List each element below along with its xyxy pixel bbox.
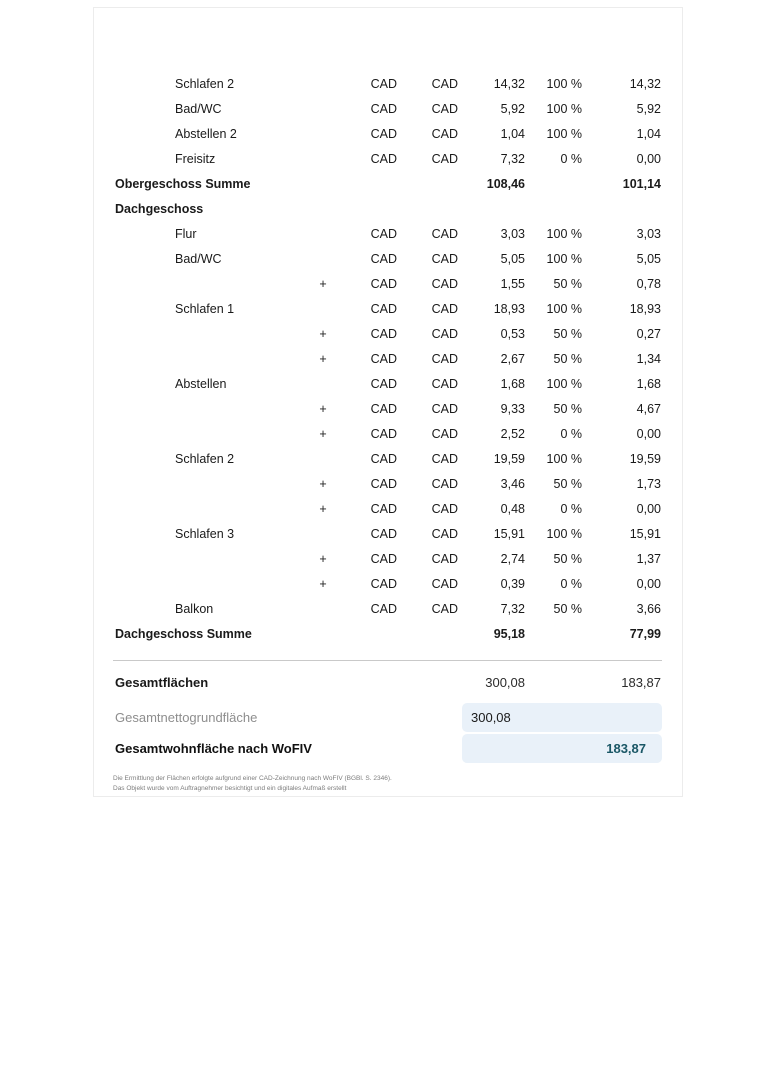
totals-row-nettogrundflaeche: [113, 703, 662, 732]
totals-row-wohnflaeche-wofiv: [113, 734, 662, 763]
cell-plus: +: [319, 576, 327, 591]
cell-pct: 100 %: [546, 301, 582, 316]
cell-result: 14,32: [629, 76, 661, 91]
table-row-room: [113, 146, 662, 171]
cell-src1: CAD: [370, 76, 397, 91]
table-row-sub-area: [113, 321, 662, 346]
cell-area: 2,74: [500, 551, 525, 566]
cell-src1: CAD: [370, 501, 397, 516]
table-row-sub-area: [113, 396, 662, 421]
cell-result: 15,91: [629, 526, 661, 541]
totals-row-gesamtflaechen: [113, 670, 662, 695]
footnote: [113, 774, 662, 794]
cell-result: 1,37: [636, 551, 661, 566]
nettogrundflaeche-value: 300,08: [471, 710, 511, 725]
cell-plus: +: [319, 476, 327, 491]
cell-pct: 50 %: [553, 351, 582, 366]
cell-src1: CAD: [370, 326, 397, 341]
cell-name: Dachgeschoss: [115, 201, 204, 216]
cell-src2: CAD: [431, 601, 458, 616]
cell-area: 2,52: [500, 426, 525, 441]
cell-src1: CAD: [370, 276, 397, 291]
cell-area: 3,46: [500, 476, 525, 491]
cell-src1: CAD: [370, 601, 397, 616]
gesamtflaechen-area: 300,08: [485, 675, 525, 690]
cell-area: 0,48: [500, 501, 525, 516]
cell-area: 0,53: [500, 326, 525, 341]
table-row-room: [113, 371, 662, 396]
cell-pct: 100 %: [546, 251, 582, 266]
cell-pct: 0 %: [560, 576, 582, 591]
table-row-sub-area: [113, 271, 662, 296]
cell-result: 5,92: [636, 101, 661, 116]
cell-src2: CAD: [431, 226, 458, 241]
cell-name: Bad/WC: [175, 251, 222, 266]
cell-name: Abstellen 2: [175, 126, 237, 141]
cell-result: 19,59: [629, 451, 661, 466]
cell-area: 7,32: [500, 601, 525, 616]
table-row-sub-area: [113, 496, 662, 521]
cell-src1: CAD: [370, 376, 397, 391]
cell-result: 1,73: [636, 476, 661, 491]
cell-src2: CAD: [431, 451, 458, 466]
cell-plus: +: [319, 351, 327, 366]
cell-src2: CAD: [431, 401, 458, 416]
area-calculation-table: [113, 71, 662, 646]
table-row-sub-area: [113, 571, 662, 596]
cell-src2: CAD: [431, 376, 458, 391]
cell-name: Dachgeschoss Summe: [115, 626, 252, 641]
cell-name: Flur: [175, 226, 197, 241]
cell-area: 14,32: [493, 76, 525, 91]
cell-name: Balkon: [175, 601, 214, 616]
cell-area: 5,92: [500, 101, 525, 116]
table-row-sub-area: [113, 346, 662, 371]
table-row-room: [113, 446, 662, 471]
cell-pct: 100 %: [546, 226, 582, 241]
cell-pct: 50 %: [553, 276, 582, 291]
cell-result: 3,66: [636, 601, 661, 616]
wohnflaeche-wofiv-value: 183,87: [606, 741, 646, 756]
cell-result: 3,03: [636, 226, 661, 241]
section-sum-row: [113, 621, 662, 646]
cell-name: Obergeschoss Summe: [115, 176, 251, 191]
table-row-room: [113, 221, 662, 246]
cell-result: 1,34: [636, 351, 661, 366]
cell-result: 0,78: [636, 276, 661, 291]
cell-src1: CAD: [370, 476, 397, 491]
cell-plus: +: [319, 426, 327, 441]
cell-src2: CAD: [431, 126, 458, 141]
cell-area: 95,18: [493, 626, 525, 641]
cell-name: Freisitz: [175, 151, 216, 166]
cell-pct: 50 %: [553, 476, 582, 491]
cell-src2: CAD: [431, 326, 458, 341]
cell-name: Abstellen: [175, 376, 227, 391]
cell-src2: CAD: [431, 76, 458, 91]
gesamtflaechen-result: 183,87: [621, 675, 661, 690]
cell-src1: CAD: [370, 451, 397, 466]
cell-result: 1,04: [636, 126, 661, 141]
table-row-room: [113, 96, 662, 121]
table-row-sub-area: [113, 421, 662, 446]
cell-area: 2,67: [500, 351, 525, 366]
table-row-room: [113, 296, 662, 321]
cell-area: 18,93: [493, 301, 525, 316]
cell-area: 108,46: [486, 176, 525, 191]
cell-name: Schlafen 2: [175, 451, 235, 466]
cell-src1: CAD: [370, 551, 397, 566]
cell-src1: CAD: [370, 576, 397, 591]
cell-name: Schlafen 3: [175, 526, 235, 541]
gesamtflaechen-label: Gesamtflächen: [115, 675, 209, 690]
cell-src2: CAD: [431, 501, 458, 516]
cell-result: 0,00: [636, 501, 661, 516]
cell-src2: CAD: [431, 251, 458, 266]
cell-src1: CAD: [370, 351, 397, 366]
cell-plus: +: [319, 276, 327, 291]
cell-area: 1,55: [500, 276, 525, 291]
cell-src2: CAD: [431, 151, 458, 166]
cell-src2: CAD: [431, 476, 458, 491]
cell-name: Schlafen 1: [175, 301, 235, 316]
cell-plus: +: [319, 401, 327, 416]
cell-src2: CAD: [431, 351, 458, 366]
cell-src1: CAD: [370, 251, 397, 266]
cell-pct: 0 %: [560, 151, 582, 166]
cell-src1: CAD: [370, 151, 397, 166]
table-row-room: [113, 521, 662, 546]
cell-area: 15,91: [493, 526, 525, 541]
cell-area: 1,68: [500, 376, 525, 391]
cell-src2: CAD: [431, 526, 458, 541]
cell-pct: 50 %: [553, 401, 582, 416]
document-page: [94, 8, 682, 796]
cell-src2: CAD: [431, 101, 458, 116]
section-header-row: [113, 196, 662, 221]
table-row-room: [113, 596, 662, 621]
table-row-sub-area: [113, 546, 662, 571]
cell-src2: CAD: [431, 276, 458, 291]
cell-result: 1,68: [636, 376, 661, 391]
cell-result: 5,05: [636, 251, 661, 266]
nettogrundflaeche-label: Gesamtnettogrundfläche: [115, 710, 258, 725]
cell-src1: CAD: [370, 126, 397, 141]
cell-src1: CAD: [370, 526, 397, 541]
totals-divider: [113, 660, 662, 661]
cell-src1: CAD: [370, 401, 397, 416]
cell-pct: 100 %: [546, 451, 582, 466]
table-row-room: [113, 121, 662, 146]
cell-src1: CAD: [370, 301, 397, 316]
cell-area: 5,05: [500, 251, 525, 266]
cell-pct: 100 %: [546, 126, 582, 141]
cell-pct: 0 %: [560, 501, 582, 516]
cell-pct: 50 %: [553, 326, 582, 341]
cell-name: Schlafen 2: [175, 76, 235, 91]
cell-area: 0,39: [500, 576, 525, 591]
cell-result: 0,00: [636, 576, 661, 591]
cell-result: 77,99: [629, 626, 661, 641]
cell-result: 4,67: [636, 401, 661, 416]
cell-src1: CAD: [370, 426, 397, 441]
cell-src2: CAD: [431, 551, 458, 566]
table-row-room: [113, 71, 662, 96]
cell-pct: 100 %: [546, 101, 582, 116]
cell-result: 0,00: [636, 151, 661, 166]
cell-src1: CAD: [370, 101, 397, 116]
cell-src1: CAD: [370, 226, 397, 241]
table-row-room: [113, 246, 662, 271]
cell-area: 1,04: [500, 126, 525, 141]
cell-plus: +: [319, 326, 327, 341]
cell-result: 101,14: [622, 176, 661, 191]
cell-pct: 100 %: [546, 376, 582, 391]
cell-pct: 100 %: [546, 526, 582, 541]
cell-pct: 50 %: [553, 601, 582, 616]
nettogrundflaeche-value-highlight: [462, 703, 662, 732]
cell-plus: +: [319, 501, 327, 516]
cell-area: 3,03: [500, 226, 525, 241]
cell-src2: CAD: [431, 426, 458, 441]
footnote-line-2: Das Objekt wurde vom Auftragnehmer besichtigt und ein digitales Aufmaß erstellt: [113, 785, 347, 793]
footnote-line-1: Die Ermittlung der Flächen erfolgte aufgrund einer CAD-Zeichnung nach WoFIV (BGBl. S. 2346).: [113, 775, 392, 782]
cell-result: 18,93: [629, 301, 661, 316]
cell-src2: CAD: [431, 301, 458, 316]
wohnflaeche-wofiv-label: Gesamtwohnfläche nach WoFIV: [115, 741, 312, 756]
table-row-sub-area: [113, 471, 662, 496]
cell-result: 0,00: [636, 426, 661, 441]
cell-area: 19,59: [493, 451, 525, 466]
cell-plus: +: [319, 551, 327, 566]
section-sum-row: [113, 171, 662, 196]
cell-result: 0,27: [636, 326, 661, 341]
cell-area: 9,33: [500, 401, 525, 416]
cell-pct: 100 %: [546, 76, 582, 91]
cell-area: 7,32: [500, 151, 525, 166]
cell-src2: CAD: [431, 576, 458, 591]
cell-pct: 0 %: [560, 426, 582, 441]
wohnflaeche-wofiv-value-highlight: [462, 734, 662, 763]
cell-pct: 50 %: [553, 551, 582, 566]
cell-name: Bad/WC: [175, 101, 222, 116]
